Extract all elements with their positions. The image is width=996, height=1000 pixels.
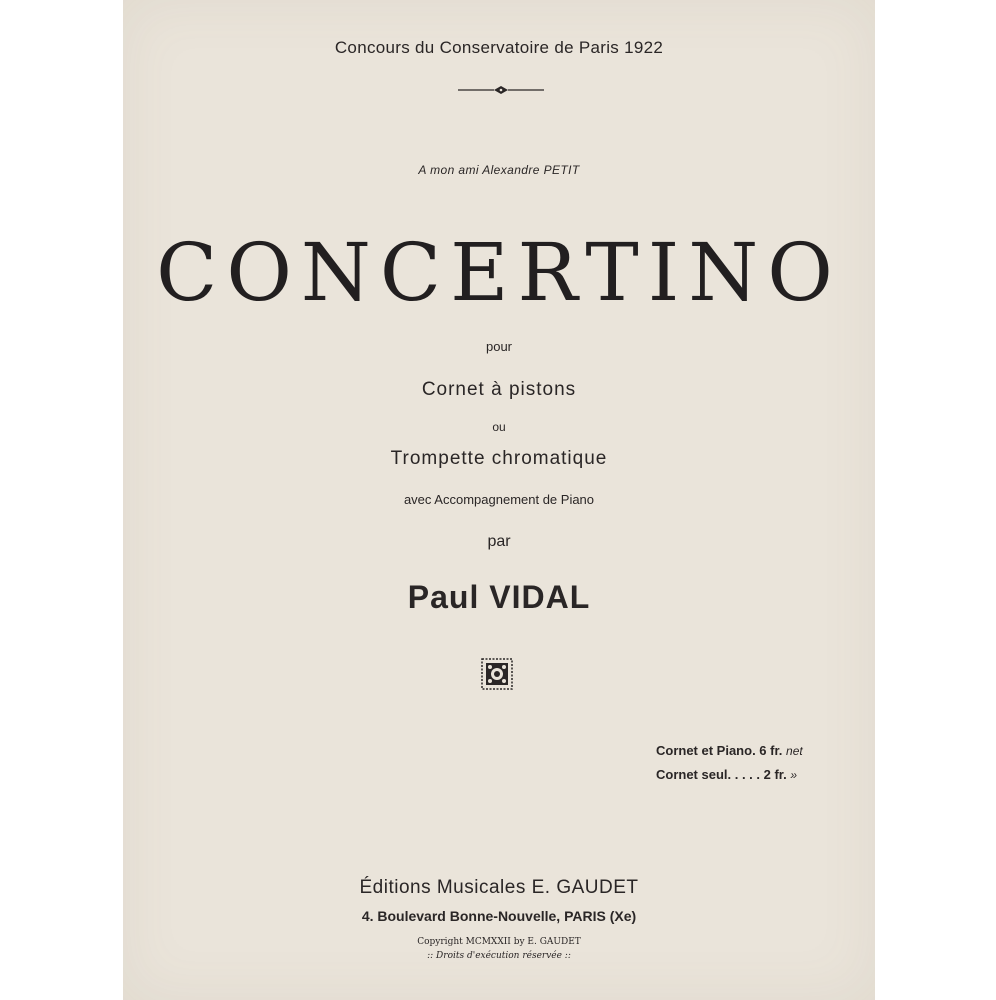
par-text: par (487, 533, 511, 550)
copyright-notice: Copyright MCMXXII by E. GAUDET (417, 937, 581, 947)
publisher-name: Éditions Musicales E. GAUDET (359, 877, 639, 898)
work-title: CONCERTINO (156, 226, 842, 319)
floral-square-ornament-icon (481, 658, 513, 690)
composer-name: Paul VIDAL (407, 579, 591, 615)
pour-text: pour (485, 339, 513, 354)
price-label: Cornet et Piano. 6 fr. (656, 743, 783, 758)
price-unit: » (790, 768, 798, 782)
price-unit: net (786, 744, 803, 758)
price-list (656, 739, 803, 787)
accompaniment-text: avec Accompagnement de Piano (403, 492, 595, 507)
price-label: Cornet seul. . . . . 2 fr. (656, 767, 787, 782)
dedication: A mon ami Alexandre PETIT (418, 163, 580, 177)
price-line-cornet-piano (656, 739, 803, 763)
ou-text: ou (492, 420, 506, 434)
publisher-address: 4. Boulevard Bonne-Nouvelle, PARIS (Xe) (361, 908, 637, 924)
competition-heading: Concours du Conservatoire de Paris 1922 (334, 38, 664, 57)
score-cover-page (123, 0, 875, 1000)
instrument-primary: Cornet à pistons (421, 379, 577, 400)
fleuron-divider-icon (456, 84, 546, 96)
price-line-cornet-solo (656, 763, 803, 787)
instrument-alternate: Trompette chromatique (390, 448, 608, 469)
rights-notice: :: Droits d'exécution réservée :: (427, 951, 571, 961)
